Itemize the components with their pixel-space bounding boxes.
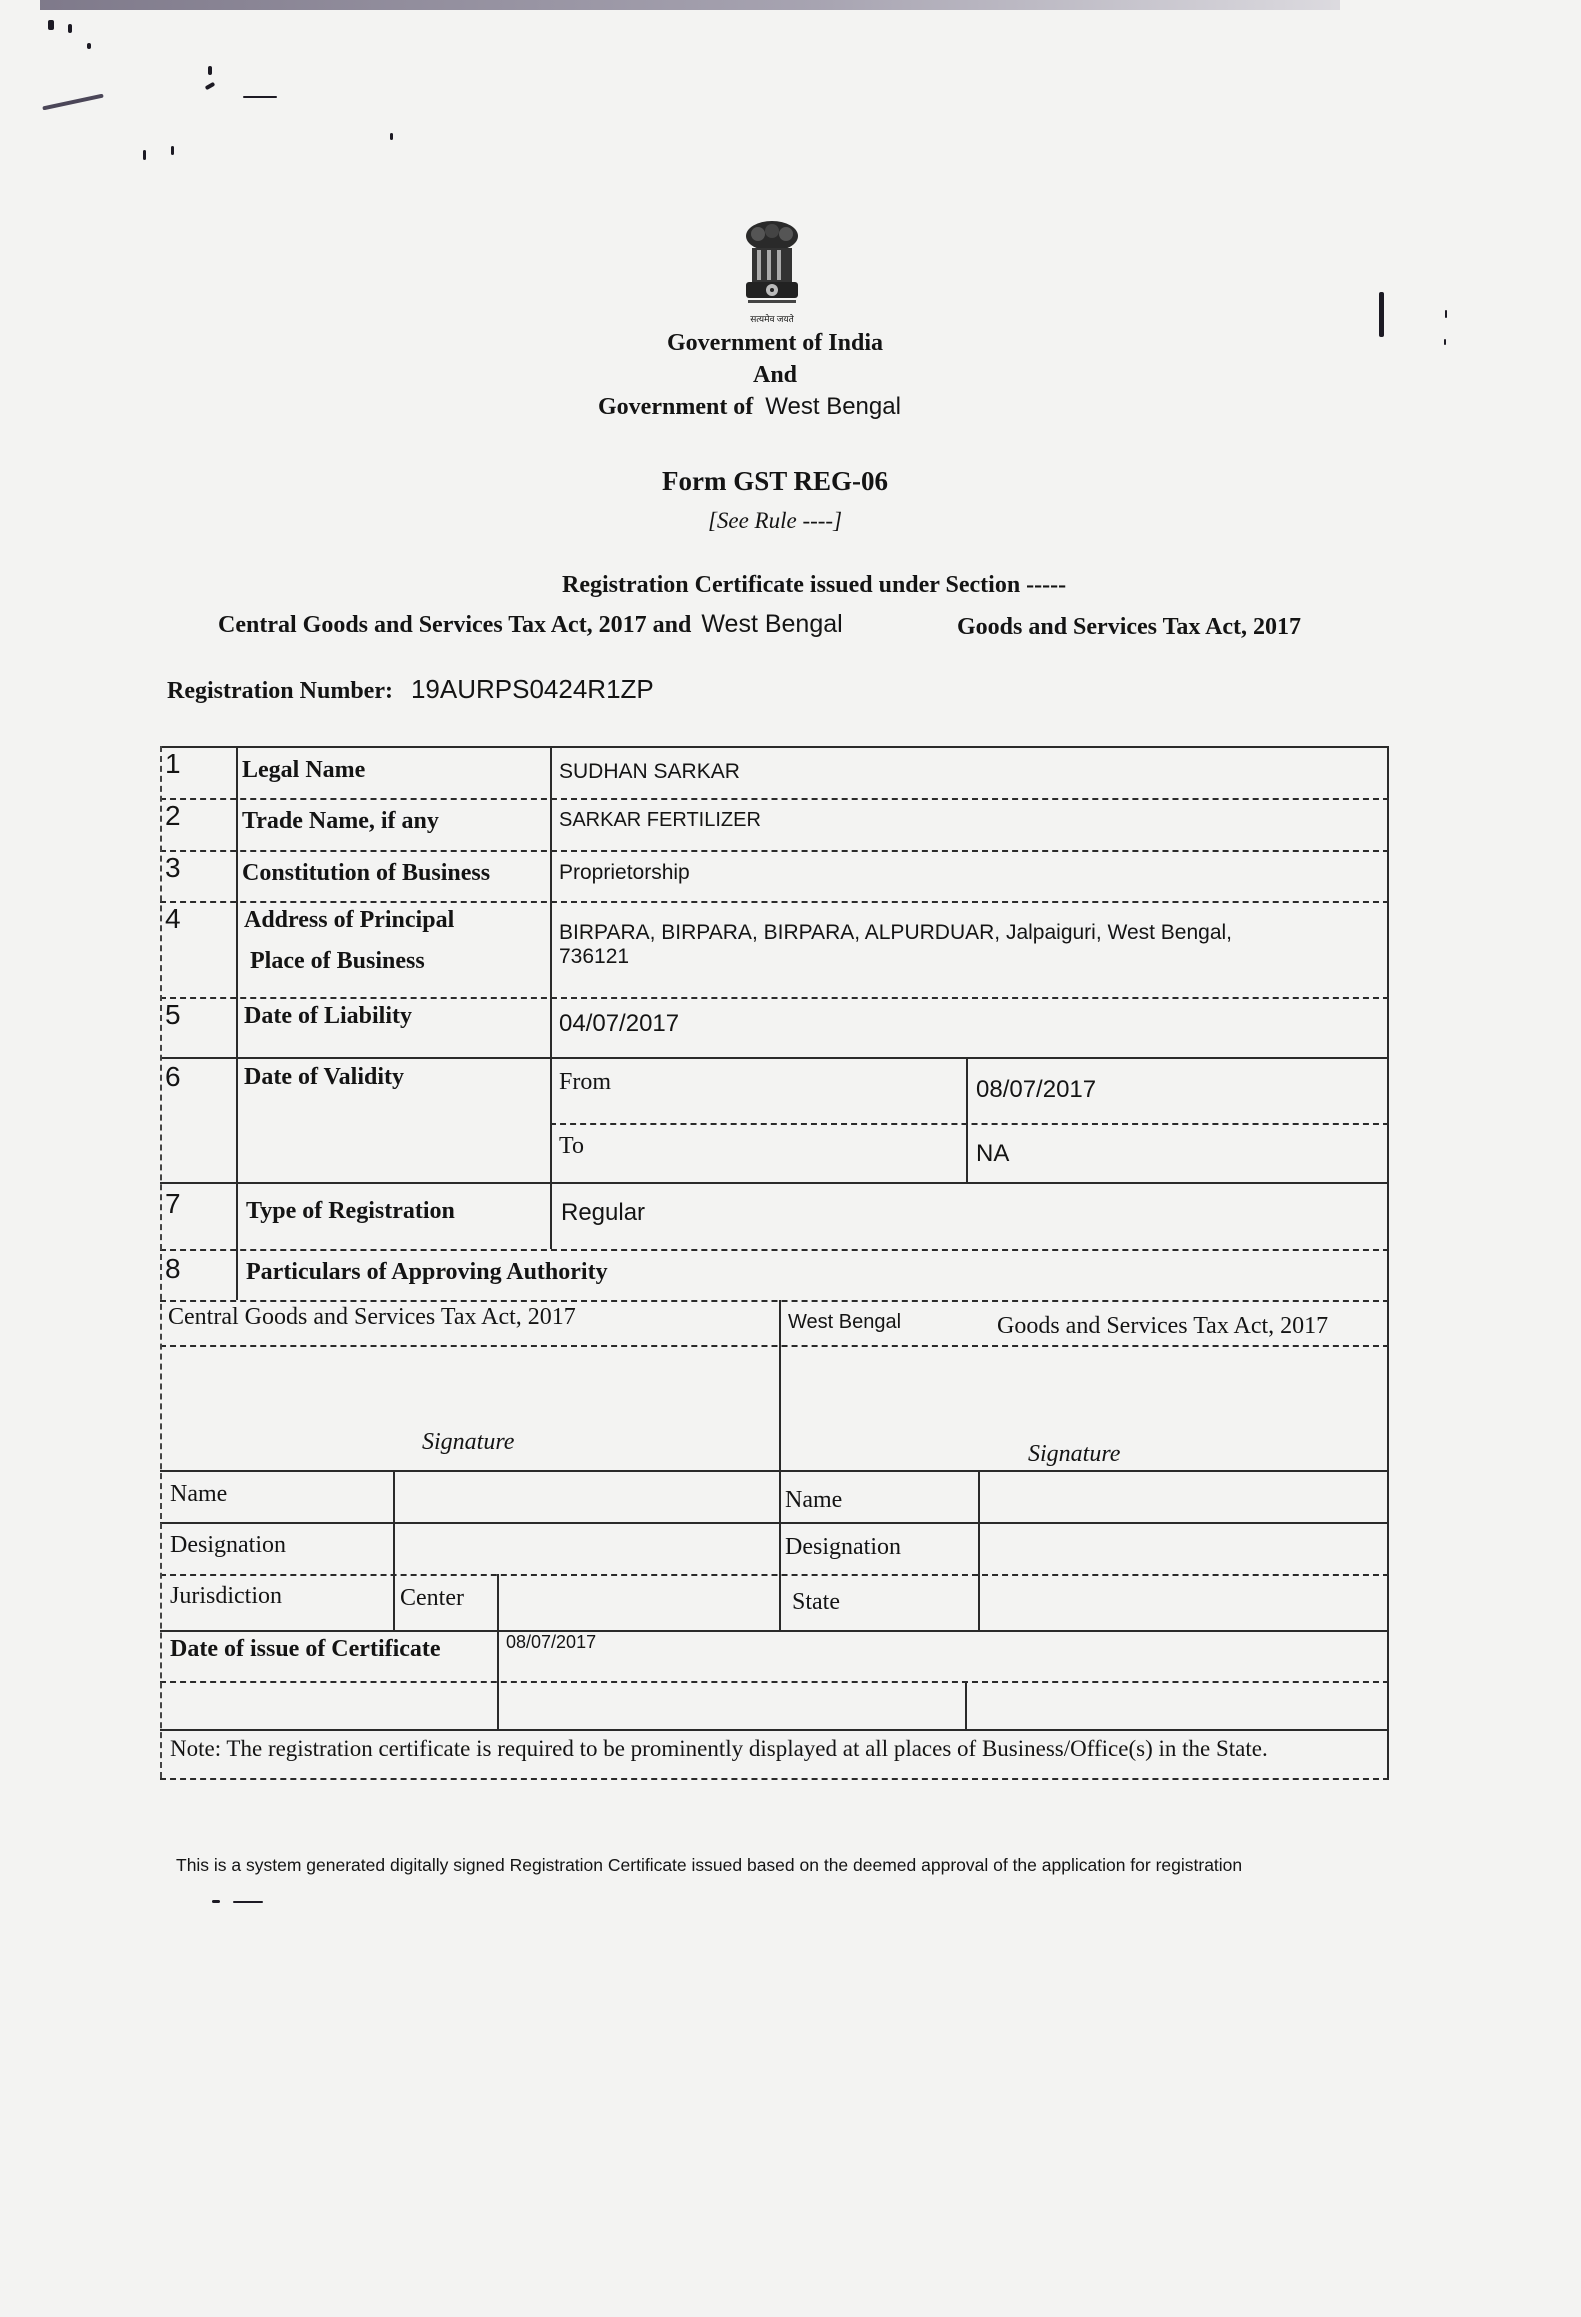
scan-speck [143,150,146,160]
trade-name-value: SARKAR FERTILIZER [559,809,761,831]
scan-speck [42,94,103,111]
scan-speck [1379,292,1384,337]
date-liability-label: Date of Liability [244,1003,412,1029]
and-heading: And [752,362,798,388]
address-value-line2: 736121 [559,945,630,968]
state-name-heading: West Bengal [788,1311,902,1333]
validity-to-label: To [559,1133,584,1159]
registration-type-value: Regular [561,1199,646,1226]
state-label: State [792,1589,840,1615]
row-number: 2 [165,800,181,831]
row-number: 6 [165,1061,181,1092]
scan-edge-artifact [40,0,1340,10]
name-left-label: Name [170,1481,228,1507]
legal-name-label: Legal Name [242,757,366,783]
system-generated-footer: This is a system generated digitally signed Registration Certificate issued based on the deemed approval of the application for registration [176,1855,1243,1875]
state-name: West Bengal [765,393,901,420]
govt-state-heading [598,393,998,421]
constitution-label: Constitution of Business [242,860,491,886]
scan-speck [1445,310,1447,318]
registration-number-label: Registration Number: [167,678,393,704]
validity-to-value: NA [976,1140,1010,1167]
registration-number [167,674,867,705]
date-issue-label: Date of issue of Certificate [170,1636,441,1662]
trade-name-label: Trade Name, if any [242,808,439,834]
scan-speck [48,20,54,30]
central-act-heading: Central Goods and Services Tax Act, 2017 [168,1304,576,1330]
registration-number-value: 19AURPS0424R1ZP [410,674,654,704]
signature-left-label: Signature [422,1429,515,1455]
state-act: Goods and Services Tax Act, 2017 [957,614,1302,640]
row-number: 7 [165,1188,181,1219]
see-rule: [See Rule ----] [707,508,843,533]
govt-india-heading: Government of India [667,330,883,356]
scan-speck [208,66,212,75]
designation-left-label: Designation [170,1532,286,1558]
constitution-value: Proprietorship [559,861,690,884]
address-label-line1: Address of Principal [244,907,455,933]
signature-right-label: Signature [1028,1441,1121,1467]
emblem-motto: सत्यमेव जयते [750,314,794,324]
scan-speck [212,1900,220,1903]
date-validity-label: Date of Validity [244,1064,405,1090]
address-value-line1: BIRPARA, BIRPARA, BIRPARA, ALPURDUAR, Jalpaiguri, West Bengal, [559,921,1233,944]
scan-speck [87,43,91,49]
legal-name-value: SUDHAN SARKAR [559,760,740,783]
scan-speck [171,146,174,155]
row-number: 5 [165,999,181,1030]
state-act-heading: Goods and Services Tax Act, 2017 [997,1313,1329,1339]
govt-of-label: Government of [598,394,754,420]
scan-speck [243,96,277,98]
row-number: 1 [165,748,181,779]
row-number: 8 [165,1253,181,1284]
scan-speck [68,24,72,33]
scan-speck [205,82,216,90]
date-liability-value: 04/07/2017 [559,1010,680,1037]
date-issue-value: 08/07/2017 [506,1632,597,1652]
name-right-label: Name [785,1487,843,1513]
central-act: Central Goods and Services Tax Act, 2017 and [218,612,692,638]
row-number: 4 [165,903,181,934]
scan-speck [233,1901,263,1903]
designation-right-label: Designation [785,1534,901,1560]
registration-type-label: Type of Registration [246,1198,455,1224]
center-label: Center [400,1585,464,1611]
act-state-name: West Bengal [701,610,843,638]
validity-from-value: 08/07/2017 [976,1076,1097,1103]
jurisdiction-label: Jurisdiction [170,1583,282,1609]
scan-speck [1444,339,1446,345]
certificate-section-line: Registration Certificate issued under Section ----- [562,572,1067,598]
form-title: Form GST REG-06 [661,466,888,496]
approving-authority-label: Particulars of Approving Authority [246,1259,608,1285]
validity-from-label: From [559,1069,612,1095]
row-number: 3 [165,852,181,883]
address-label-line2: Place of Business [250,948,425,974]
scan-speck [390,133,393,140]
display-note: Note: The registration certificate is required to be prominently displayed at all places of Business/Office(s) in the State. [170,1736,1268,1761]
